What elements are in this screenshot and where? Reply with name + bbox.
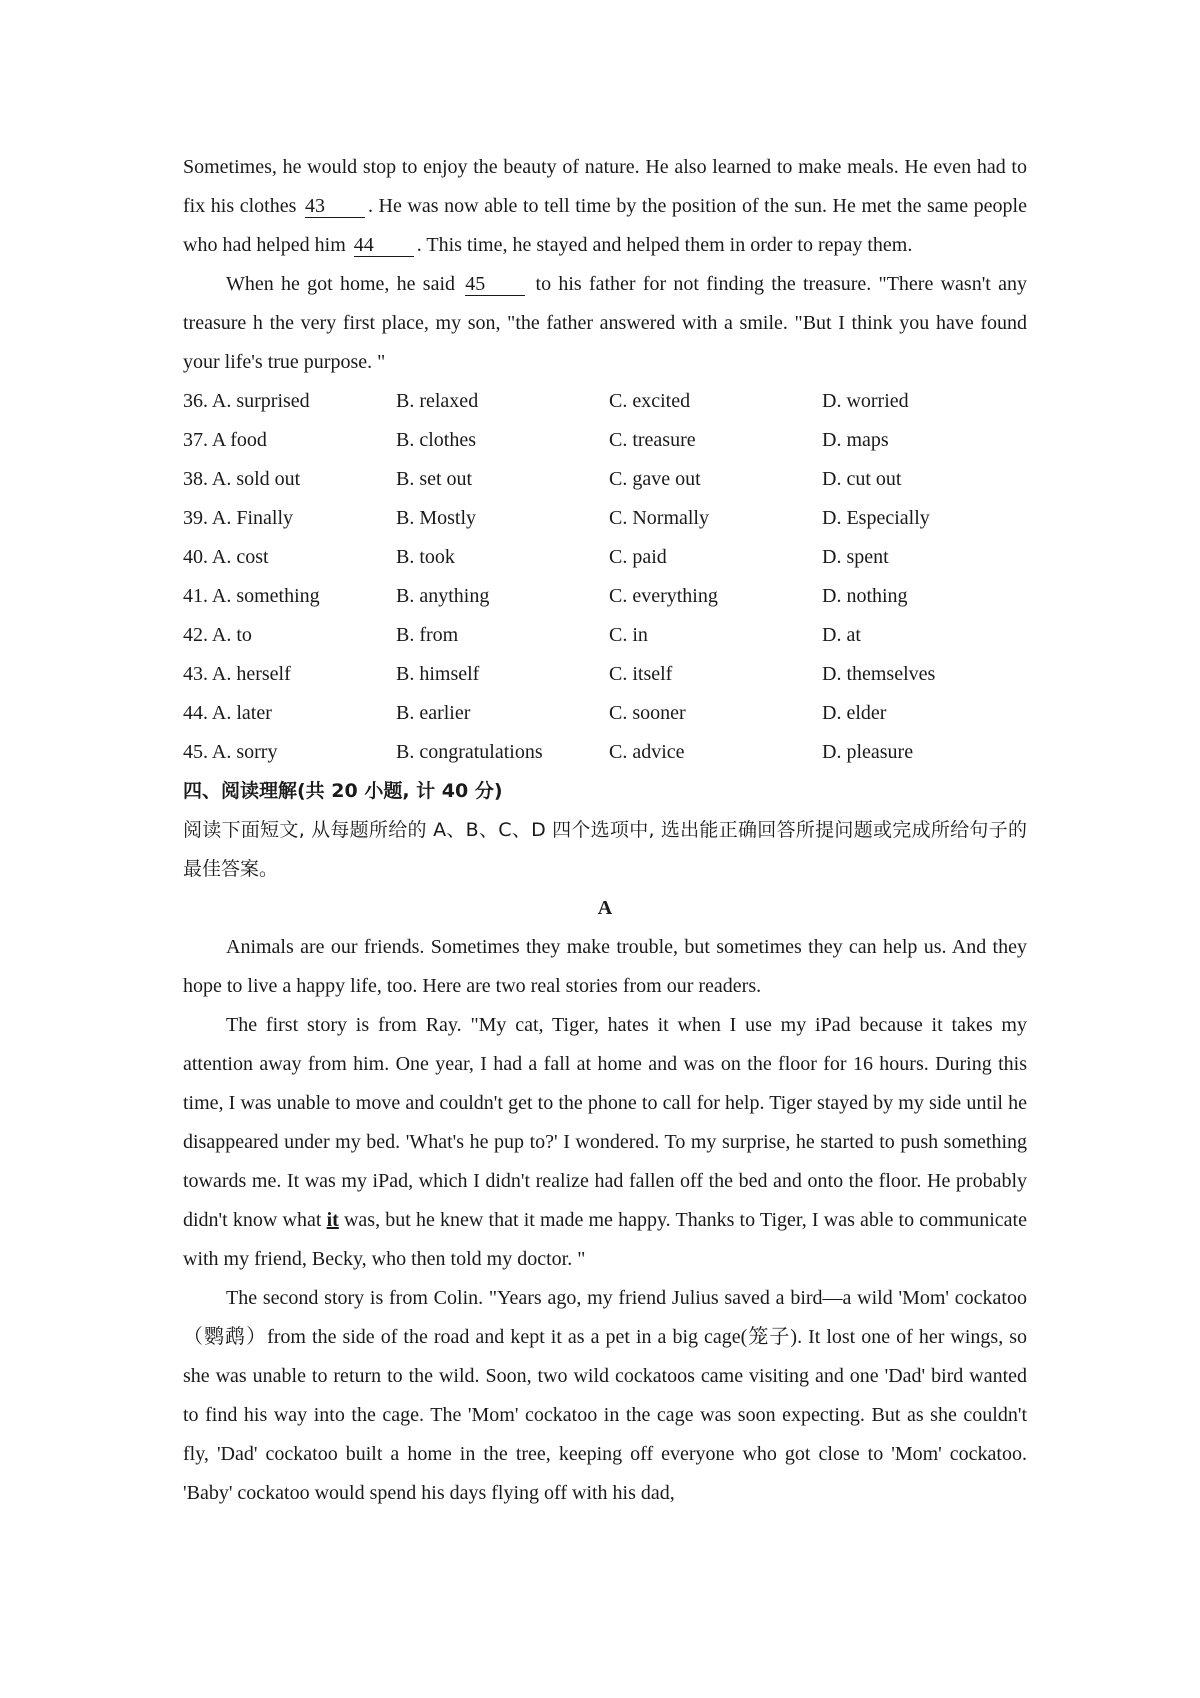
option-row [183,655,1027,694]
option-d: D. Especially [822,507,930,529]
story-text: . He was now able to tell time by the position of the sun. He met the same people who had helped him [183,195,1027,256]
passage-letter: A [597,897,613,919]
blank-44: 44 [354,234,414,257]
option-row [183,538,1027,577]
story-paragraph-2 [183,265,1027,382]
option-c: C. Normally [609,507,709,529]
story-text: Sometimes, he would stop to enjoy the beauty of nature. He also learned to make meals. He even had to fix his clothes [183,156,1027,217]
option-a: 37. A food [183,429,267,451]
option-row [183,460,1027,499]
cloze-options [183,382,1027,772]
option-c: C. sooner [609,702,686,724]
option-c: C. excited [609,390,691,412]
option-row [183,733,1027,772]
option-b: B. congratulations [396,741,543,763]
option-row [183,616,1027,655]
passage-paragraph-1: Animals are our friends. Sometimes they make trouble, but sometimes they can help us. And they hope to live a happy life, too. Here are two real stories from our readers. [183,936,1027,997]
option-d: D. nothing [822,585,908,607]
option-a: 45. A. sorry [183,741,278,763]
option-b: B. himself [396,663,480,685]
option-d: D. pleasure [822,741,914,763]
option-a: 40. A. cost [183,546,269,568]
blank-43: 43 [305,195,365,218]
option-d: D. elder [822,702,887,724]
option-a: 41. A. something [183,585,320,607]
option-b: B. clothes [396,429,476,451]
option-d: D. themselves [822,663,936,685]
option-b: B. Mostly [396,507,477,529]
option-b: B. took [396,546,455,568]
option-row [183,694,1027,733]
option-row [183,499,1027,538]
option-b: B. set out [396,468,473,490]
passage-paragraph-3: The second story is from Colin. "Years ago, my friend Julius saved a bird—a wild 'Mom' cockatoo（鹦鹉）from the side of the road and kept it as a pet in a big cage(笼子). It lost one of her wings, so she was unable to return to the wild. Soon, two wild cockatoos came visiting and one 'Dad' bird wanted to find his way into the cage. The 'Mom' cockatoo in the cage was soon expecting. But as she couldn't fly, 'Dad' cockatoo built a home in the tree, keeping off everyone who got close to 'Mom' cockatoo. 'Baby' cockatoo would spend his days flying off with his dad, [183,1287,1027,1504]
option-b: B. anything [396,585,490,607]
section-heading: 四、阅读理解(共 20 小题, 计 40 分) [183,780,503,802]
blank-45: 45 [465,273,525,296]
option-c: C. in [609,624,648,646]
option-d: D. at [822,624,861,646]
option-a: 36. A. surprised [183,390,310,412]
option-c: C. everything [609,585,718,607]
section-instruction: 阅读下面短文, 从每题所给的 A、B、C、D 四个选项中, 选出能正确回答所提问题或完成所给句子的最佳答案。 [183,819,1027,880]
passage-text: was, but he knew that it made me happy. Thanks to Tiger, I was able to communicate with my friend, Becky, who then told my doctor. " [183,1209,1027,1270]
option-b: B. from [396,624,459,646]
option-c: C. gave out [609,468,701,490]
option-c: C. treasure [609,429,696,451]
option-a: 42. A. to [183,624,252,646]
option-d: D. worried [822,390,909,412]
option-row [183,577,1027,616]
option-a: 38. A. sold out [183,468,301,490]
option-row [183,382,1027,421]
passage-text: The first story is from Ray. "My cat, Tiger, hates it when I use my iPad because it takes my attention away from him. One year, I had a fall at home and was on the floor for 16 hours. During this time, I was unable to move and couldn't get to the phone to call for help. Tiger stayed by my side until he disappeared under my bed. 'What's he pup to?' I wondered. To my surprise, he started to push something towards me. It was my iPad, which I didn't realize had fallen off the bed and onto the floor. He probably didn't know what [183,1014,1027,1231]
option-c: C. advice [609,741,685,763]
option-b: B. relaxed [396,390,479,412]
option-c: C. paid [609,546,667,568]
story-text: . This time, he stayed and helped them in order to repay them. [416,234,913,256]
story-text: When he got home, he said [226,273,463,295]
story-paragraph-1 [183,148,1027,265]
option-a: 43. A. herself [183,663,291,685]
option-a: 39. A. Finally [183,507,294,529]
option-b: B. earlier [396,702,471,724]
exam-page [183,148,1027,1513]
underlined-word-it: it [326,1209,339,1231]
option-d: D. cut out [822,468,902,490]
option-d: D. maps [822,429,889,451]
option-row [183,421,1027,460]
option-c: C. itself [609,663,673,685]
story-text: to his father for not finding the treasure. "There wasn't any treasure h the very first place, my son, "the father answered with a smile. "But I think you have found your life's true purpose. " [183,273,1027,373]
option-d: D. spent [822,546,889,568]
passage-paragraph-2 [183,1006,1027,1279]
option-a: 44. A. later [183,702,272,724]
